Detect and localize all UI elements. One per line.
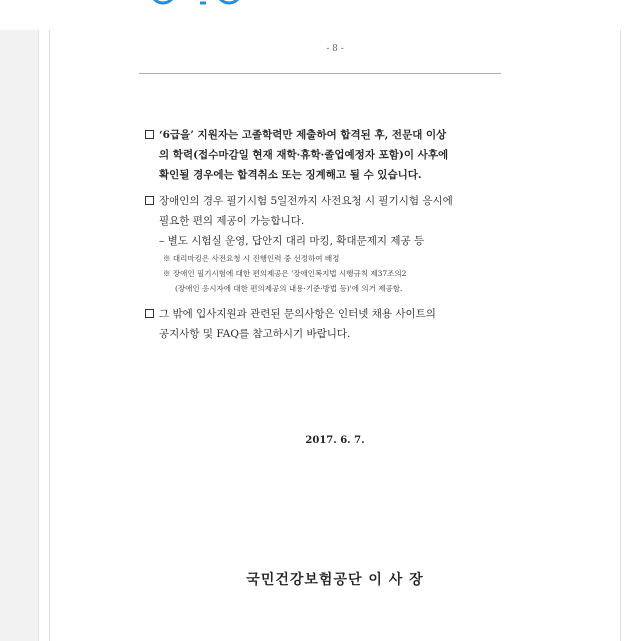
notice-line: 공지사항 및 FAQ를 참고하시기 바랍니다.	[159, 328, 351, 340]
notice-note: (장애인 응시자에 대한 편의제공의 내용·기준·방법 등)'에 의거 제공함.	[175, 284, 403, 293]
cropped-heading-fragment	[140, 0, 300, 6]
notice-item-disability	[145, 191, 501, 231]
checkbox-bullet-icon	[145, 130, 154, 139]
notice-item-inquiry	[145, 304, 501, 344]
notice-line: 확인될 경우에는 합격취소 또는 징계해고 될 수 있습니다.	[159, 169, 422, 181]
notice-line: 의 학력(접수마감일 현재 재학·휴학·졸업예정자 포함)이 사후에	[159, 149, 449, 161]
notice-note: ※ 장애인 필기시험에 대한 편의제공은 '장애인복지법 시행규칙 제37조의2	[163, 269, 407, 278]
left-side-panel	[0, 30, 39, 641]
signature: 국민건강보험공단 이 사 장	[246, 572, 424, 588]
notice-note: ※ 대리마킹은 사전요청 시 진행인력 중 선정하여 배정	[163, 254, 340, 263]
page-content	[145, 125, 501, 348]
document-page	[50, 30, 620, 641]
header-rule	[139, 73, 501, 74]
page-number: - 8 -	[326, 44, 344, 54]
notice-sub-item: – 별도 시험실 운영, 답안지 대리 마킹, 확대문제지 제공 등	[159, 235, 425, 247]
notice-line: 장애인의 경우 필기시험 5일전까지 사전요청 시 필기시험 응시에	[159, 195, 453, 207]
checkbox-bullet-icon	[145, 309, 154, 318]
notice-line: 필요한 편의 제공이 가능합니다.	[159, 215, 305, 227]
notice-line: ‘6급을’ 지원자는 고졸학력만 제출하여 합격된 후, 전문대 이상	[159, 129, 447, 141]
notice-item-education	[145, 125, 501, 185]
checkbox-bullet-icon	[145, 196, 154, 205]
document-date: 2017. 6. 7.	[305, 435, 365, 446]
notice-line: 그 밖에 입사지원과 관련된 문의사항은 인터넷 채용 사이트의	[159, 308, 436, 320]
